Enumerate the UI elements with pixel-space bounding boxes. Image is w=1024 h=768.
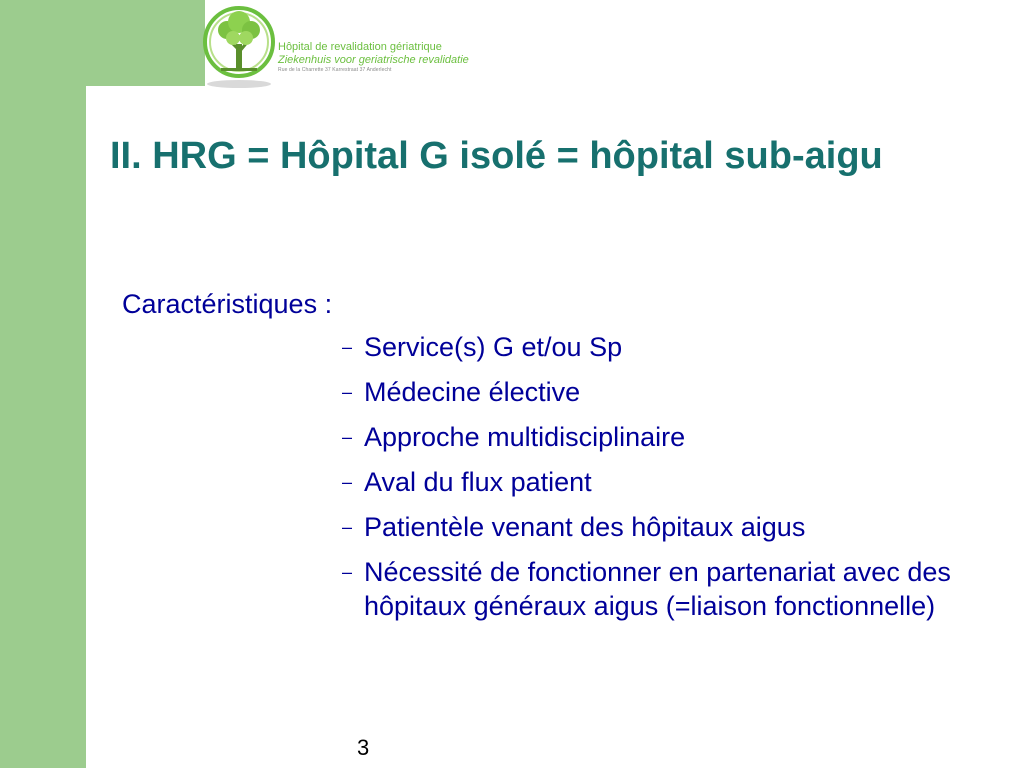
list-item	[342, 555, 982, 623]
lead-text: Caractéristiques :	[122, 289, 333, 319]
bullet-text: Patientèle venant des hôpitaux aigus	[364, 512, 806, 542]
dash-icon: –	[342, 517, 353, 537]
list-item	[342, 510, 982, 544]
dash-icon: –	[342, 562, 353, 582]
dash-icon: –	[342, 427, 353, 447]
list-item	[342, 330, 982, 364]
bullet-text: Médecine élective	[364, 377, 581, 407]
list-item	[342, 465, 982, 499]
content-corner	[86, 86, 126, 126]
top-green-band	[0, 0, 205, 86]
page-number: 3	[357, 735, 370, 760]
bullet-list	[122, 330, 982, 623]
dash-icon: –	[342, 382, 353, 402]
dash-icon: –	[342, 472, 353, 492]
bullet-text: Service(s) G et/ou Sp	[364, 332, 623, 362]
list-item	[342, 420, 982, 454]
slide-body	[122, 286, 982, 634]
list-item	[342, 375, 982, 409]
bullet-text: Aval du flux patient	[364, 467, 592, 497]
bullet-text: Nécessité de fonctionner en partenariat avec des hôpitaux généraux aigus (=liaison fonctionnelle)	[364, 557, 951, 621]
slide-title: II. HRG = Hôpital G isolé = hôpital sub-aigu	[110, 135, 883, 177]
bullet-text: Approche multidisciplinaire	[364, 422, 686, 452]
dash-icon: –	[342, 337, 353, 357]
logo-address: Rue de la Charrette 37 Karrestraat 37 Anderlecht	[278, 67, 392, 73]
logo-text-fr: Hôpital de revalidation gériatrique	[278, 41, 442, 53]
logo-text-nl: Ziekenhuis voor geriatrische revalidatie	[278, 54, 469, 66]
left-green-band	[0, 0, 86, 768]
